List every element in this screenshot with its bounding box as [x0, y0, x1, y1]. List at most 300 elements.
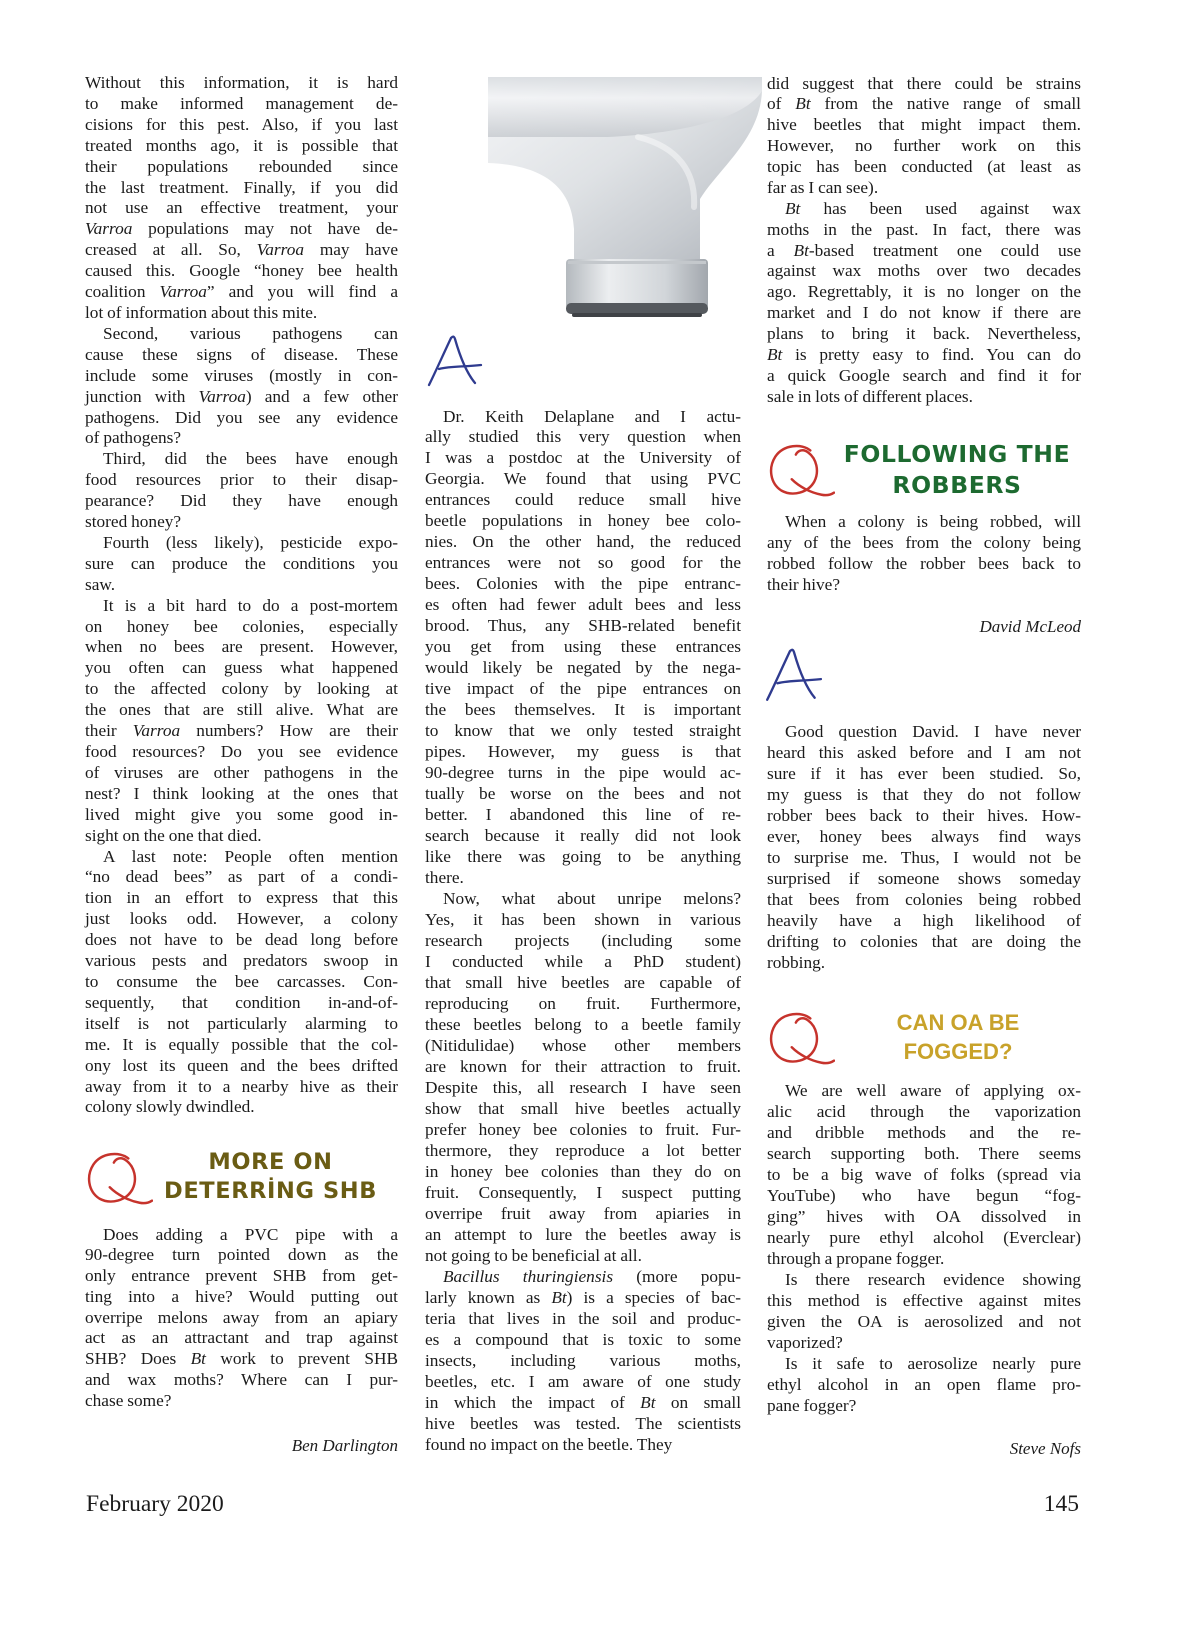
text-run: YouTube) who have begun “fog-	[767, 1185, 1081, 1205]
text-run: on small	[655, 1392, 742, 1412]
text-line	[85, 930, 398, 951]
text-run: Fourth (less likely), pesticide expo-	[103, 532, 398, 552]
text-line	[425, 1288, 741, 1309]
text-run: a quick Google search and find it for	[767, 365, 1081, 385]
text-run: did suggest that there could be strains	[767, 73, 1081, 93]
text-run: Good question David. I have never	[785, 721, 1081, 741]
text-line	[767, 1353, 1081, 1374]
text-line	[767, 199, 1081, 220]
text-run: We are well aware of applying ox-	[785, 1080, 1081, 1100]
text-line	[425, 910, 741, 931]
text-run: ” and you will find a	[206, 282, 399, 302]
text-run: SHB? Does	[85, 1349, 191, 1368]
text-run: chase some?	[85, 1390, 172, 1410]
text-line	[767, 1248, 1081, 1269]
text-line	[425, 784, 741, 805]
text-line	[85, 387, 398, 408]
text-run: numbers? How are their	[180, 721, 398, 741]
text-run: to know that we only tested straight	[425, 721, 741, 741]
text-line	[425, 1330, 741, 1351]
text-line	[425, 1414, 741, 1435]
text-run: of viruses are other pathogens in the	[85, 762, 398, 782]
text-run: ever, honey bees always find ways	[767, 826, 1081, 846]
text-line	[767, 303, 1081, 324]
text-line	[767, 574, 1081, 595]
text-run: various pests and predators swoop in	[85, 951, 398, 971]
paragraph	[85, 847, 398, 1119]
text-run: search supporting both. There seems	[767, 1143, 1081, 1163]
text-run: their populations rebounded since	[85, 156, 398, 176]
text-line	[85, 867, 398, 888]
text-run: market and I do not know if there are	[767, 303, 1081, 323]
paragraph	[85, 596, 398, 847]
text-run: sale in lots of different places.	[767, 386, 973, 406]
text-line	[425, 1267, 741, 1288]
text-line	[85, 240, 398, 261]
text-run: Dr. Keith Delaplane and I actu-	[443, 406, 741, 426]
text-run: include some viruses (mostly in con-	[85, 365, 398, 385]
paragraph	[85, 324, 398, 449]
page-number: 145	[1043, 1491, 1079, 1517]
text-run: reproducing on fruit. Furthermore,	[425, 994, 741, 1014]
left-column-answer-text	[85, 73, 398, 1118]
text-line	[425, 574, 741, 595]
right-column-answer-text	[767, 74, 1081, 408]
text-run: of pathogens?	[85, 428, 182, 448]
text-line	[767, 366, 1081, 387]
text-run: thermore, they reproduce a lot better	[425, 1140, 741, 1160]
italic-text-run: Bt	[793, 240, 809, 260]
question-heading-line: ROBBERS	[892, 470, 1022, 499]
text-line	[425, 1372, 741, 1393]
text-run: saw.	[85, 574, 116, 594]
text-run: beetle populations in honey bee colo-	[425, 511, 741, 531]
paragraph	[85, 533, 398, 596]
text-run: pane fogger?	[767, 1395, 857, 1415]
text-run: sure can produce the conditions you	[85, 553, 398, 573]
text-line	[767, 868, 1081, 889]
question-heading	[838, 1008, 1078, 1066]
text-run: to the affected colony by looking at	[85, 679, 398, 699]
text-run: -based treatment one could use	[808, 240, 1081, 260]
text-line	[425, 407, 741, 428]
text-line	[767, 742, 1081, 763]
text-line	[767, 931, 1081, 952]
text-line	[425, 1015, 741, 1036]
text-line	[85, 742, 398, 763]
text-line	[767, 826, 1081, 847]
text-run: pathogens. Did you see any evidence	[85, 407, 398, 427]
text-run: Now, what about unripe melons?	[443, 889, 741, 909]
text-line	[767, 1269, 1081, 1290]
text-line	[85, 198, 398, 219]
text-line	[767, 1164, 1081, 1185]
text-run: you often can guess what happened	[85, 658, 398, 678]
text-run: tion in an effort to express that this	[85, 888, 398, 908]
text-line	[767, 721, 1081, 742]
paragraph	[767, 74, 1081, 199]
text-line	[425, 448, 741, 469]
text-run: robber bees back to their hives. How-	[767, 805, 1081, 825]
text-run: topic has been conducted (at least as	[767, 157, 1081, 176]
italic-text-run: Bt	[785, 198, 801, 218]
text-run: the last treatment. Finally, if you did	[85, 177, 398, 197]
text-run: given the OA is aerosolized and not	[767, 1311, 1081, 1331]
text-line	[85, 763, 398, 784]
text-line	[425, 511, 741, 532]
paragraph	[425, 1267, 741, 1456]
text-run: sequently, that condition in-and-of-	[85, 992, 398, 1012]
text-line	[425, 1099, 741, 1120]
pvc-elbow-pipe-image	[488, 77, 762, 318]
text-line	[85, 972, 398, 993]
text-run: me. It is equally possible that the col-	[85, 1034, 398, 1054]
text-run: hive beetles that might impact them.	[767, 115, 1081, 135]
text-run: that small hive beetles are capable of	[425, 973, 741, 993]
text-run: ) and a few other	[245, 386, 398, 406]
text-run: research projects (including some	[425, 931, 741, 951]
text-line	[85, 1308, 398, 1329]
question-q-icon	[765, 1006, 835, 1068]
text-line	[767, 115, 1081, 136]
text-run: brood. Thus, any SHB-related benefit	[425, 616, 741, 636]
text-line	[425, 658, 741, 679]
text-line	[425, 1078, 741, 1099]
text-run: my guess is that they do not follow	[767, 784, 1081, 804]
text-line	[767, 178, 1081, 199]
text-line	[85, 491, 398, 512]
text-run: prefer honey bee colonies to fruit. Fur-	[425, 1119, 741, 1139]
paragraph	[767, 1353, 1081, 1416]
text-run: caused this. Google “honey bee health	[85, 261, 398, 281]
text-run: only entrance prevent SHB from get-	[85, 1266, 398, 1285]
text-line	[425, 1435, 741, 1456]
text-run: to make informed management de-	[85, 93, 398, 113]
text-run: entrances were not so good for the	[425, 553, 741, 573]
question-heading	[153, 1148, 388, 1206]
text-run: creased at all. So,	[85, 240, 257, 260]
text-run: Georgia. We found that using PVC	[425, 469, 741, 489]
text-run: robbing.	[767, 952, 826, 972]
text-run: pearance? Did they have enough	[85, 491, 398, 511]
text-run: heard this asked before and I am not	[767, 742, 1081, 762]
text-run: to be a big wave of folks (spread via	[767, 1164, 1081, 1184]
text-line	[85, 1225, 398, 1246]
text-run: these beetles belong to a beetle family	[425, 1015, 741, 1035]
text-run: Does adding a PVC pipe with a	[103, 1224, 398, 1244]
text-run: sight on the one that died.	[85, 825, 262, 845]
text-run: when no bees are present. However,	[85, 637, 398, 657]
text-run: their hive?	[767, 574, 841, 594]
text-line	[767, 220, 1081, 241]
text-line	[767, 1290, 1081, 1311]
text-line	[767, 345, 1081, 366]
text-line	[85, 1287, 398, 1308]
text-run: to consume the bee carcasses. Con-	[85, 971, 398, 991]
text-line	[767, 324, 1081, 345]
text-run: pipes. However, my guess is that	[425, 742, 741, 762]
text-line	[425, 721, 741, 742]
text-line	[767, 1395, 1081, 1416]
paragraph	[85, 1225, 398, 1412]
text-line	[767, 910, 1081, 931]
text-line	[767, 553, 1081, 574]
text-run: on honey bee colonies, especially	[85, 616, 398, 636]
text-line	[425, 952, 741, 973]
text-run: ally studied this very question when	[425, 427, 741, 447]
text-line	[85, 324, 398, 345]
text-run: better. I abandoned this line of re-	[425, 805, 741, 825]
text-line	[425, 427, 741, 448]
text-run: (more popu-	[613, 1266, 742, 1286]
question-heading-line: FOGGED?	[903, 1038, 1013, 1064]
text-run: Is there research evidence showing	[785, 1269, 1081, 1289]
text-run: I was a postdoc at the University of	[425, 448, 741, 468]
text-run: fruit. Consequently, I suspect putting	[425, 1182, 741, 1202]
text-run: are known for their attraction to fruit.	[425, 1057, 741, 1077]
italic-text-run: Varroa	[85, 219, 133, 239]
text-line	[85, 784, 398, 805]
text-run: tually be worse on the bees and not	[425, 784, 741, 804]
text-run: away from it to a nearby hive as their	[85, 1076, 398, 1096]
text-line	[85, 888, 398, 909]
text-line	[767, 1122, 1081, 1143]
text-line	[85, 1245, 398, 1266]
text-run: teria that lives in the soil and produc-	[425, 1308, 741, 1328]
italic-text-run: Varroa	[198, 386, 246, 406]
text-run: Third, did the bees have enough	[103, 449, 398, 469]
text-line	[85, 1077, 398, 1098]
text-run: It is a bit hard to do a post-mortem	[103, 595, 398, 615]
text-line	[425, 763, 741, 784]
text-line	[85, 1035, 398, 1056]
text-line	[767, 261, 1081, 282]
text-line	[425, 532, 741, 553]
question-text	[767, 1080, 1081, 1416]
text-run: Despite this, all research I have seen	[425, 1078, 741, 1097]
text-line	[85, 512, 398, 533]
text-line	[767, 157, 1081, 178]
text-line	[85, 303, 398, 324]
text-line	[767, 784, 1081, 805]
text-run: ging” hives with OA dissolved in	[767, 1206, 1081, 1226]
text-run: just looks odd. However, a colony	[85, 909, 398, 929]
answer-a-icon	[423, 332, 485, 390]
text-run: in which the impact of	[425, 1392, 641, 1412]
text-run: populations may not have de-	[132, 219, 398, 239]
text-run: moths in the past. In fact, there was	[767, 219, 1081, 239]
text-run: bees. Colonies with the pipe entranc-	[425, 574, 741, 594]
italic-text-run: Bt	[190, 1349, 206, 1368]
text-line	[85, 721, 398, 742]
text-line	[85, 617, 398, 638]
text-run: Second, various pathogens can	[103, 323, 398, 343]
text-line	[767, 532, 1081, 553]
text-run: may have	[304, 240, 398, 260]
text-run: not use an effective treatment, your	[85, 198, 398, 218]
text-run: tive impact of the pipe entrances on	[425, 679, 741, 699]
text-line	[85, 951, 398, 972]
text-line	[85, 658, 398, 679]
text-line	[425, 742, 741, 763]
text-run: ago. Regrettably, it is no longer on the	[767, 282, 1081, 302]
text-line	[85, 94, 398, 115]
paragraph	[767, 511, 1081, 595]
issue-date: February 2020	[86, 1491, 224, 1517]
question-heading-line: FOLLOWING THE	[843, 439, 1071, 468]
text-run: However, no further work on this	[767, 136, 1081, 156]
text-run: search because it really did not look	[425, 826, 741, 846]
text-line	[767, 511, 1081, 532]
text-line	[767, 763, 1081, 784]
text-line	[425, 889, 741, 910]
question-heading	[836, 439, 1078, 501]
text-line	[425, 826, 741, 847]
text-line	[767, 136, 1081, 157]
text-line	[767, 1080, 1081, 1101]
text-run: is pretty easy to find. You can do	[782, 344, 1081, 364]
text-line	[767, 1185, 1081, 1206]
text-line	[85, 993, 398, 1014]
text-run: es a compound that is toxic to some	[425, 1329, 741, 1349]
text-line	[85, 1097, 398, 1118]
text-line	[85, 1349, 398, 1370]
text-run: food resources prior to their disap-	[85, 470, 398, 490]
text-run: not going to be beneficial at all.	[425, 1245, 642, 1265]
text-line	[85, 408, 398, 429]
text-run: ony lost its queen and the bees drifted	[85, 1055, 398, 1075]
text-line	[85, 826, 398, 847]
text-line	[767, 805, 1081, 826]
text-run: Without this information, it is hard	[85, 73, 398, 92]
text-run: their	[85, 721, 133, 741]
text-line	[767, 1143, 1081, 1164]
text-run: found no impact on the beetle. They	[425, 1434, 673, 1454]
text-run: sure if it has ever been studied. So,	[767, 763, 1081, 783]
text-run: work to prevent SHB	[205, 1349, 398, 1368]
text-line	[425, 1183, 741, 1204]
text-run: of	[767, 94, 796, 114]
text-run: nest? I think looking at the ones that	[85, 783, 398, 803]
text-run: coalition	[85, 282, 160, 302]
text-line	[425, 1120, 741, 1141]
text-run: an attempt to lure the beetles away is	[425, 1224, 741, 1244]
text-line	[85, 345, 398, 366]
text-line	[85, 1328, 398, 1349]
text-run: lot of information about this mite.	[85, 302, 318, 322]
paragraph	[425, 407, 741, 890]
text-line	[425, 931, 741, 952]
text-line	[425, 1393, 741, 1414]
question-heading-line: CAN OA BE	[896, 1009, 1020, 1035]
text-line	[85, 637, 398, 658]
text-line	[425, 490, 741, 511]
text-run: beetles, etc. I am aware of one study	[425, 1371, 741, 1391]
text-run: overripe fruit away from apiaries in	[425, 1203, 741, 1223]
text-run: When a colony is being robbed, will	[785, 511, 1081, 531]
text-run: you get from using these entrances	[425, 637, 741, 657]
text-run: Yes, it has been shown in various	[425, 910, 741, 930]
text-line	[425, 553, 741, 574]
text-line	[425, 1162, 741, 1183]
text-run: alic acid through the vaporization	[767, 1101, 1081, 1121]
question-heading-line: MORE ON	[208, 1149, 333, 1175]
text-line	[85, 1370, 398, 1391]
text-line	[85, 596, 398, 617]
paragraph	[767, 199, 1081, 408]
text-run: act as an attractant and trap against	[85, 1328, 398, 1348]
paragraph	[767, 1269, 1081, 1353]
paragraph	[425, 889, 741, 1267]
text-line	[85, 136, 398, 157]
text-line	[425, 1204, 741, 1225]
text-line	[425, 616, 741, 637]
text-run: colony slowly dwindled.	[85, 1097, 255, 1117]
text-line	[85, 428, 398, 449]
text-run: surprised if someone shows someday	[767, 868, 1081, 888]
text-run: cisions for this pest. Also, if you last	[85, 114, 398, 134]
text-line	[425, 1351, 741, 1372]
text-run: show that small hive beetles actually	[425, 1098, 741, 1118]
text-run: far as I can see).	[767, 177, 879, 197]
text-run: lived might give you some good in-	[85, 804, 398, 824]
text-line	[425, 847, 741, 868]
text-line	[85, 449, 398, 470]
text-line	[425, 1225, 741, 1246]
text-run: treated months ago, it is possible that	[85, 135, 398, 155]
text-line	[85, 575, 398, 596]
text-run: against wax moths over two decades	[767, 261, 1081, 281]
text-line	[767, 952, 1081, 973]
italic-text-run: Varroa	[132, 721, 181, 741]
text-run: drifting to colonies that are doing the	[767, 931, 1081, 951]
text-line	[425, 805, 741, 826]
text-line	[767, 889, 1081, 910]
text-line	[425, 1141, 741, 1162]
text-line	[85, 73, 398, 94]
text-line	[767, 74, 1081, 95]
text-line	[767, 1374, 1081, 1395]
text-run: ting into a hive? Would putting out	[85, 1286, 398, 1306]
text-run: this method is effective against mites	[767, 1290, 1081, 1310]
text-run: es often had fewer adult bees and less	[425, 595, 741, 615]
text-run: ) is a species of bac-	[566, 1287, 741, 1307]
answer-a-icon	[761, 646, 825, 704]
text-run: nies. On the other hand, the reduced	[425, 532, 741, 552]
text-run: in honey bee colonies than they do on	[425, 1161, 741, 1181]
text-run: a	[767, 240, 794, 260]
text-line	[85, 700, 398, 721]
text-run: the ones that are still alive. What are	[85, 700, 398, 720]
text-run: itself is not particularly alarming to	[85, 1013, 398, 1033]
text-run: nearly pure ethyl alcohol (Everclear)	[767, 1227, 1081, 1247]
answer-text	[767, 721, 1081, 973]
text-line	[85, 847, 398, 868]
text-run: there.	[425, 868, 464, 888]
text-run: any of the bees from the colony being	[767, 532, 1081, 552]
paragraph	[85, 449, 398, 533]
text-run: that bees from colonies being robbed	[767, 889, 1081, 909]
asker-name: Steve Nofs	[1009, 1438, 1081, 1458]
asker-name: Ben Darlington	[291, 1436, 398, 1455]
italic-text-run: Bt	[640, 1392, 656, 1412]
question-text	[85, 1225, 398, 1412]
question-q-icon	[765, 438, 835, 500]
text-line	[767, 1206, 1081, 1227]
text-run: ethyl alcohol in an open flame pro-	[767, 1374, 1081, 1394]
text-run: through a propane fogger.	[767, 1248, 945, 1268]
text-run: does not have to be dead long before	[85, 930, 398, 950]
